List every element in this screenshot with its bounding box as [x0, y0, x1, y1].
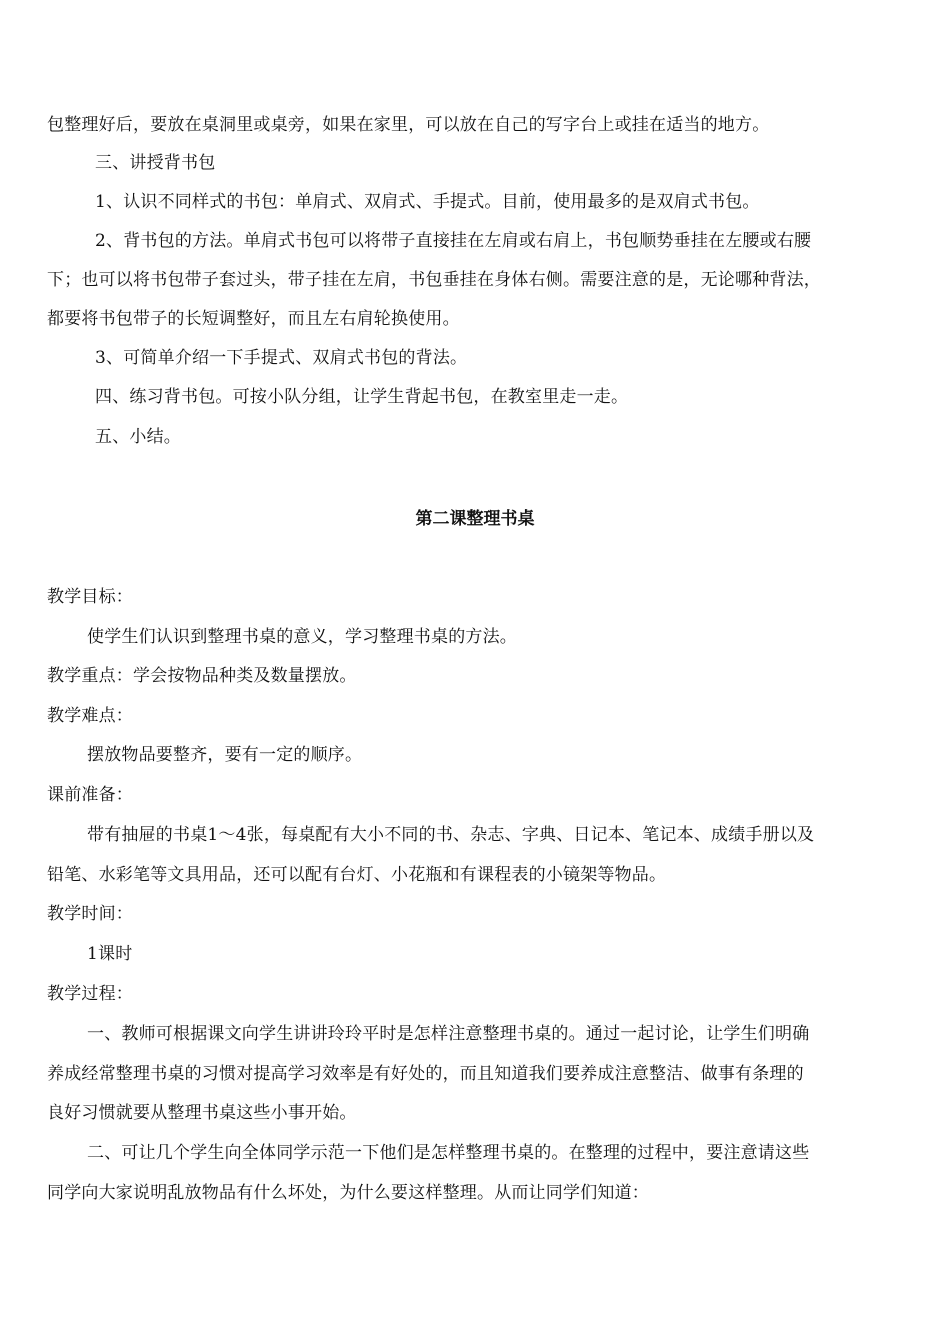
section-heading-5: 五、小结。 — [95, 427, 181, 447]
paragraph-line: 二、可让几个学生向全体同学示范一下他们是怎样整理书桌的。在整理的过程中，要注意请这些 — [87, 1143, 810, 1163]
lesson-title: 第二课整理书桌 — [415, 509, 535, 529]
paragraph-line: 使学生们认识到整理书桌的意义，学习整理书桌的方法。 — [87, 627, 517, 647]
paragraph-line: 同学向大家说明乱放物品有什么坏处，为什么要这样整理。从而让同学们知道： — [47, 1183, 649, 1203]
label-teaching-time: 教学时间： — [47, 904, 133, 924]
paragraph-line: 摆放物品要整齐，要有一定的顺序。 — [87, 745, 363, 765]
paragraph-line: 包整理好后，要放在桌洞里或桌旁，如果在家里，可以放在自己的写字台上或挂在适当的地方。 — [47, 115, 770, 135]
paragraph-line: 一、教师可根据课文向学生讲讲玲玲平时是怎样注意整理书桌的。通过一起讨论，让学生们明确 — [87, 1024, 810, 1044]
section-heading-4: 四、练习背书包。可按小队分组，让学生背起书包，在教室里走一走。 — [95, 387, 629, 407]
label-key-point: 教学重点：学会按物品种类及数量摆放。 — [47, 666, 357, 686]
paragraph-line: 良好习惯就要从整理书桌这些小事开始。 — [47, 1103, 357, 1123]
paragraph-line: 下；也可以将书包带子套过头，带子挂在左肩，书包垂挂在身体右侧。需要注意的是，无论哪种背法， — [47, 270, 821, 290]
label-teaching-process: 教学过程： — [47, 984, 133, 1004]
paragraph-line: 1课时 — [87, 944, 133, 964]
paragraph-line: 1、认识不同样式的书包：单肩式、双肩式、手提式。目前，使用最多的是双肩式书包。 — [95, 192, 760, 212]
label-preparation: 课前准备： — [47, 785, 133, 805]
paragraph-line: 3、可简单介绍一下手提式、双肩式书包的背法。 — [95, 348, 468, 368]
paragraph-line: 都要将书包带子的长短调整好，而且左右肩轮换使用。 — [47, 309, 460, 329]
paragraph-line: 铅笔、水彩笔等文具用品，还可以配有台灯、小花瓶和有课程表的小镜架等物品。 — [47, 865, 667, 885]
paragraph-line: 带有抽屉的书桌1～4张，每桌配有大小不同的书、杂志、字典、日记本、笔记本、成绩手册以及 — [87, 825, 815, 845]
paragraph-line: 养成经常整理书桌的习惯对提高学习效率是有好处的，而且知道我们要养成注意整洁、做事有条理的 — [47, 1064, 804, 1084]
paragraph-line: 2、背书包的方法。单肩式书包可以将带子直接挂在左肩或右肩上，书包顺势垂挂在左腰或右腰 — [95, 231, 812, 251]
section-heading-3: 三、讲授背书包 — [95, 153, 216, 173]
label-teaching-goal: 教学目标： — [47, 587, 133, 607]
label-difficulty: 教学难点： — [47, 706, 133, 726]
